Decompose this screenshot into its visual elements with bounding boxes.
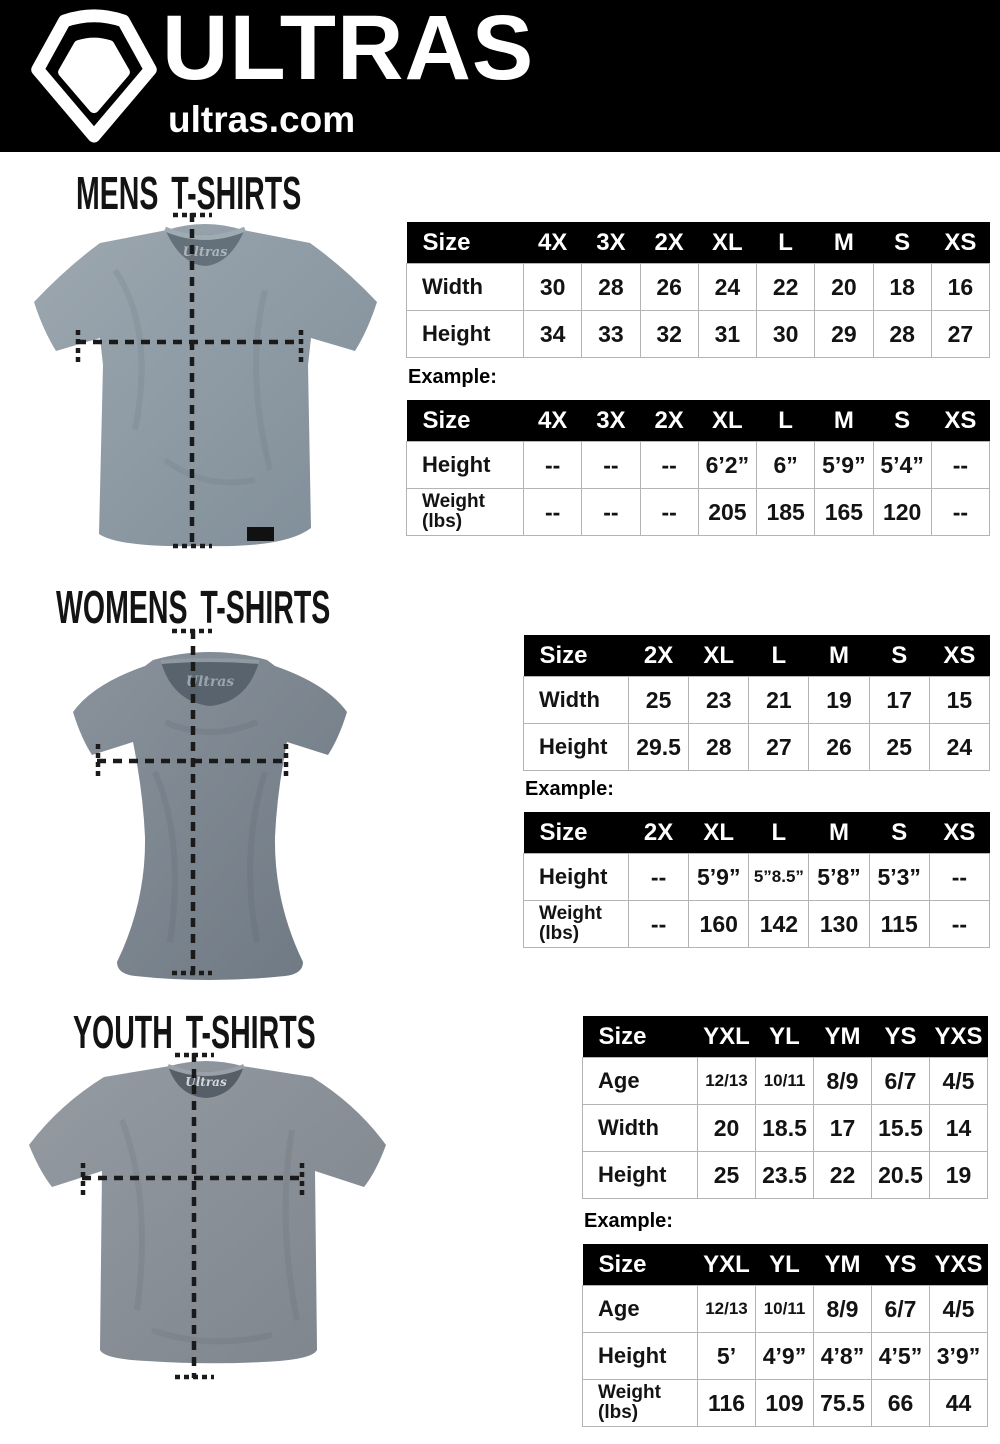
- value-cell: 75.5: [814, 1380, 872, 1427]
- value-cell: 28: [582, 264, 640, 311]
- value-cell: 30: [757, 311, 815, 358]
- size-column-header: L: [749, 635, 809, 677]
- value-cell: 26: [809, 724, 869, 771]
- womens-example-label: Example:: [525, 778, 614, 800]
- value-cell: 5’8”: [809, 854, 869, 901]
- size-column-header: 2X: [629, 635, 689, 677]
- value-cell: 33: [582, 311, 640, 358]
- row-label: Height: [583, 1152, 698, 1199]
- value-cell: 185: [757, 489, 815, 536]
- table-row: [407, 264, 990, 311]
- value-cell: 25: [698, 1152, 756, 1199]
- size-column-header: XL: [698, 400, 756, 442]
- size-column-header: 2X: [640, 222, 698, 264]
- value-cell: --: [929, 901, 989, 948]
- value-cell: 44: [930, 1380, 988, 1427]
- value-cell: 12/13: [698, 1058, 756, 1105]
- size-column-header: YL: [756, 1016, 814, 1058]
- size-column-header: YXL: [698, 1016, 756, 1058]
- value-cell: 6/7: [872, 1286, 930, 1333]
- mens-size-table: [406, 222, 990, 358]
- value-cell: 115: [869, 901, 929, 948]
- size-header-cell: Size: [524, 812, 629, 854]
- value-cell: 17: [869, 677, 929, 724]
- value-cell: 6”: [757, 442, 815, 489]
- value-cell: 6/7: [872, 1058, 930, 1105]
- value-cell: 6’2”: [698, 442, 756, 489]
- womens-section-title: WOMENS T-SHIRTS: [56, 581, 331, 633]
- mens-section-title: MENS T-SHIRTS: [76, 167, 302, 219]
- size-column-header: XS: [931, 222, 989, 264]
- value-cell: 25: [629, 677, 689, 724]
- table-row: [583, 1152, 988, 1199]
- brand-name: ULTRAS: [162, 0, 535, 99]
- size-column-header: 3X: [582, 400, 640, 442]
- size-header-cell: Size: [407, 400, 524, 442]
- youth-section-title: YOUTH T-SHIRTS: [73, 1006, 316, 1058]
- value-cell: --: [640, 489, 698, 536]
- size-header-cell: Size: [524, 635, 629, 677]
- value-cell: 32: [640, 311, 698, 358]
- size-column-header: XS: [931, 400, 989, 442]
- value-cell: 27: [931, 311, 989, 358]
- row-label: Height: [407, 311, 524, 358]
- table-header-row: [524, 635, 990, 677]
- table-row: [583, 1105, 988, 1152]
- youth-example-label: Example:: [584, 1210, 673, 1232]
- value-cell: --: [931, 442, 989, 489]
- value-cell: --: [640, 442, 698, 489]
- value-cell: 24: [929, 724, 989, 771]
- value-cell: 25: [869, 724, 929, 771]
- value-cell: 5’3”: [869, 854, 929, 901]
- table-row: [524, 677, 990, 724]
- womens-shirt-body: [73, 652, 347, 980]
- table-row: [407, 442, 990, 489]
- mens-shirt-body: [34, 224, 377, 546]
- table-row: [524, 901, 990, 948]
- table-row: [583, 1286, 988, 1333]
- value-cell: 5’9”: [815, 442, 873, 489]
- youth-collar-logo: Ultras: [185, 1075, 227, 1089]
- value-cell: --: [929, 854, 989, 901]
- youth-size-table: [582, 1016, 988, 1199]
- hem-tag: [247, 527, 274, 541]
- row-label: Height: [407, 442, 524, 489]
- value-cell: 18: [873, 264, 931, 311]
- value-cell: 15: [929, 677, 989, 724]
- value-cell: 4’9”: [756, 1333, 814, 1380]
- value-cell: 14: [930, 1105, 988, 1152]
- row-label: Weight (lbs): [583, 1380, 698, 1427]
- value-cell: 23.5: [756, 1152, 814, 1199]
- womens-size-table: [523, 635, 990, 771]
- value-cell: 5’9”: [689, 854, 749, 901]
- size-column-header: YM: [814, 1016, 872, 1058]
- size-column-header: YXS: [930, 1016, 988, 1058]
- value-cell: 31: [698, 311, 756, 358]
- value-cell: 18.5: [756, 1105, 814, 1152]
- table-row: [583, 1058, 988, 1105]
- size-column-header: S: [869, 635, 929, 677]
- size-column-header: XL: [698, 222, 756, 264]
- size-column-header: S: [873, 400, 931, 442]
- value-cell: 120: [873, 489, 931, 536]
- value-cell: 22: [814, 1152, 872, 1199]
- youth-example-table: [582, 1244, 988, 1427]
- header-bar: [0, 0, 1000, 152]
- value-cell: --: [524, 489, 582, 536]
- size-column-header: YS: [872, 1016, 930, 1058]
- mens-collar-logo: Ultras: [182, 245, 228, 260]
- value-cell: 34: [524, 311, 582, 358]
- table-header-row: [407, 400, 990, 442]
- value-cell: 8/9: [814, 1058, 872, 1105]
- table-row: [583, 1333, 988, 1380]
- size-column-header: M: [815, 400, 873, 442]
- table-header-row: [583, 1244, 988, 1286]
- value-cell: 4/5: [930, 1286, 988, 1333]
- value-cell: 20.5: [872, 1152, 930, 1199]
- value-cell: --: [582, 442, 640, 489]
- size-column-header: XL: [689, 812, 749, 854]
- youth-shirt-body: [29, 1061, 386, 1363]
- size-column-header: L: [757, 222, 815, 264]
- table-row: [407, 311, 990, 358]
- value-cell: 20: [815, 264, 873, 311]
- value-cell: 142: [749, 901, 809, 948]
- table-row: [583, 1380, 988, 1427]
- value-cell: 16: [931, 264, 989, 311]
- value-cell: 24: [698, 264, 756, 311]
- value-cell: 130: [809, 901, 869, 948]
- value-cell: 20: [698, 1105, 756, 1152]
- womens-example-table: [523, 812, 990, 948]
- size-column-header: L: [757, 400, 815, 442]
- value-cell: 4/5: [930, 1058, 988, 1105]
- size-column-header: YXL: [698, 1244, 756, 1286]
- value-cell: 28: [689, 724, 749, 771]
- value-cell: 19: [930, 1152, 988, 1199]
- table-row: [524, 724, 990, 771]
- value-cell: 29: [815, 311, 873, 358]
- size-column-header: YL: [756, 1244, 814, 1286]
- value-cell: 15.5: [872, 1105, 930, 1152]
- size-header-cell: Size: [407, 222, 524, 264]
- size-column-header: M: [815, 222, 873, 264]
- value-cell: 66: [872, 1380, 930, 1427]
- size-column-header: L: [749, 812, 809, 854]
- size-column-header: 2X: [629, 812, 689, 854]
- size-column-header: YS: [872, 1244, 930, 1286]
- mens-example-label: Example:: [408, 366, 497, 388]
- value-cell: 30: [524, 264, 582, 311]
- table-row: [407, 489, 990, 536]
- size-column-header: M: [809, 635, 869, 677]
- value-cell: 5’: [698, 1333, 756, 1380]
- value-cell: 10/11: [756, 1286, 814, 1333]
- row-label: Height: [524, 724, 629, 771]
- row-label: Width: [407, 264, 524, 311]
- value-cell: 12/13: [698, 1286, 756, 1333]
- size-column-header: 4X: [524, 400, 582, 442]
- value-cell: 4’5”: [872, 1333, 930, 1380]
- table-header-row: [524, 812, 990, 854]
- size-column-header: YM: [814, 1244, 872, 1286]
- row-label: Width: [524, 677, 629, 724]
- value-cell: 17: [814, 1105, 872, 1152]
- value-cell: 116: [698, 1380, 756, 1427]
- pentagon-crest-icon: [30, 6, 158, 146]
- row-label: Weight (lbs): [524, 901, 629, 948]
- youth-tshirt-photo: [12, 1050, 407, 1385]
- value-cell: 29.5: [629, 724, 689, 771]
- table-row: [524, 854, 990, 901]
- value-cell: 19: [809, 677, 869, 724]
- value-cell: 5’4”: [873, 442, 931, 489]
- size-column-header: S: [873, 222, 931, 264]
- size-column-header: 4X: [524, 222, 582, 264]
- table-header-row: [407, 222, 990, 264]
- size-column-header: 2X: [640, 400, 698, 442]
- value-cell: 27: [749, 724, 809, 771]
- value-cell: 4’8”: [814, 1333, 872, 1380]
- value-cell: --: [931, 489, 989, 536]
- value-cell: 23: [689, 677, 749, 724]
- size-column-header: 3X: [582, 222, 640, 264]
- size-column-header: S: [869, 812, 929, 854]
- mens-tshirt-photo: [15, 210, 395, 565]
- womens-collar-logo: Ultras: [185, 674, 235, 690]
- size-column-header: M: [809, 812, 869, 854]
- brand-domain: ultras.com: [168, 99, 356, 140]
- value-cell: --: [629, 854, 689, 901]
- value-cell: 5”8.5”: [749, 854, 809, 901]
- value-cell: --: [629, 901, 689, 948]
- size-column-header: YXS: [930, 1244, 988, 1286]
- row-label: Weight (lbs): [407, 489, 524, 536]
- size-column-header: XS: [929, 812, 989, 854]
- row-label: Age: [583, 1286, 698, 1333]
- value-cell: --: [524, 442, 582, 489]
- value-cell: 165: [815, 489, 873, 536]
- row-label: Height: [583, 1333, 698, 1380]
- row-label: Height: [524, 854, 629, 901]
- value-cell: 21: [749, 677, 809, 724]
- value-cell: 10/11: [756, 1058, 814, 1105]
- size-column-header: XL: [689, 635, 749, 677]
- value-cell: 205: [698, 489, 756, 536]
- value-cell: 26: [640, 264, 698, 311]
- value-cell: 160: [689, 901, 749, 948]
- value-cell: --: [582, 489, 640, 536]
- value-cell: 22: [757, 264, 815, 311]
- size-header-cell: Size: [583, 1016, 698, 1058]
- value-cell: 3’9”: [930, 1333, 988, 1380]
- table-header-row: [583, 1016, 988, 1058]
- row-label: Width: [583, 1105, 698, 1152]
- size-column-header: XS: [929, 635, 989, 677]
- mens-example-table: [406, 400, 990, 536]
- value-cell: 8/9: [814, 1286, 872, 1333]
- womens-tshirt-photo: [35, 622, 385, 987]
- row-label: Age: [583, 1058, 698, 1105]
- value-cell: 28: [873, 311, 931, 358]
- size-header-cell: Size: [583, 1244, 698, 1286]
- value-cell: 109: [756, 1380, 814, 1427]
